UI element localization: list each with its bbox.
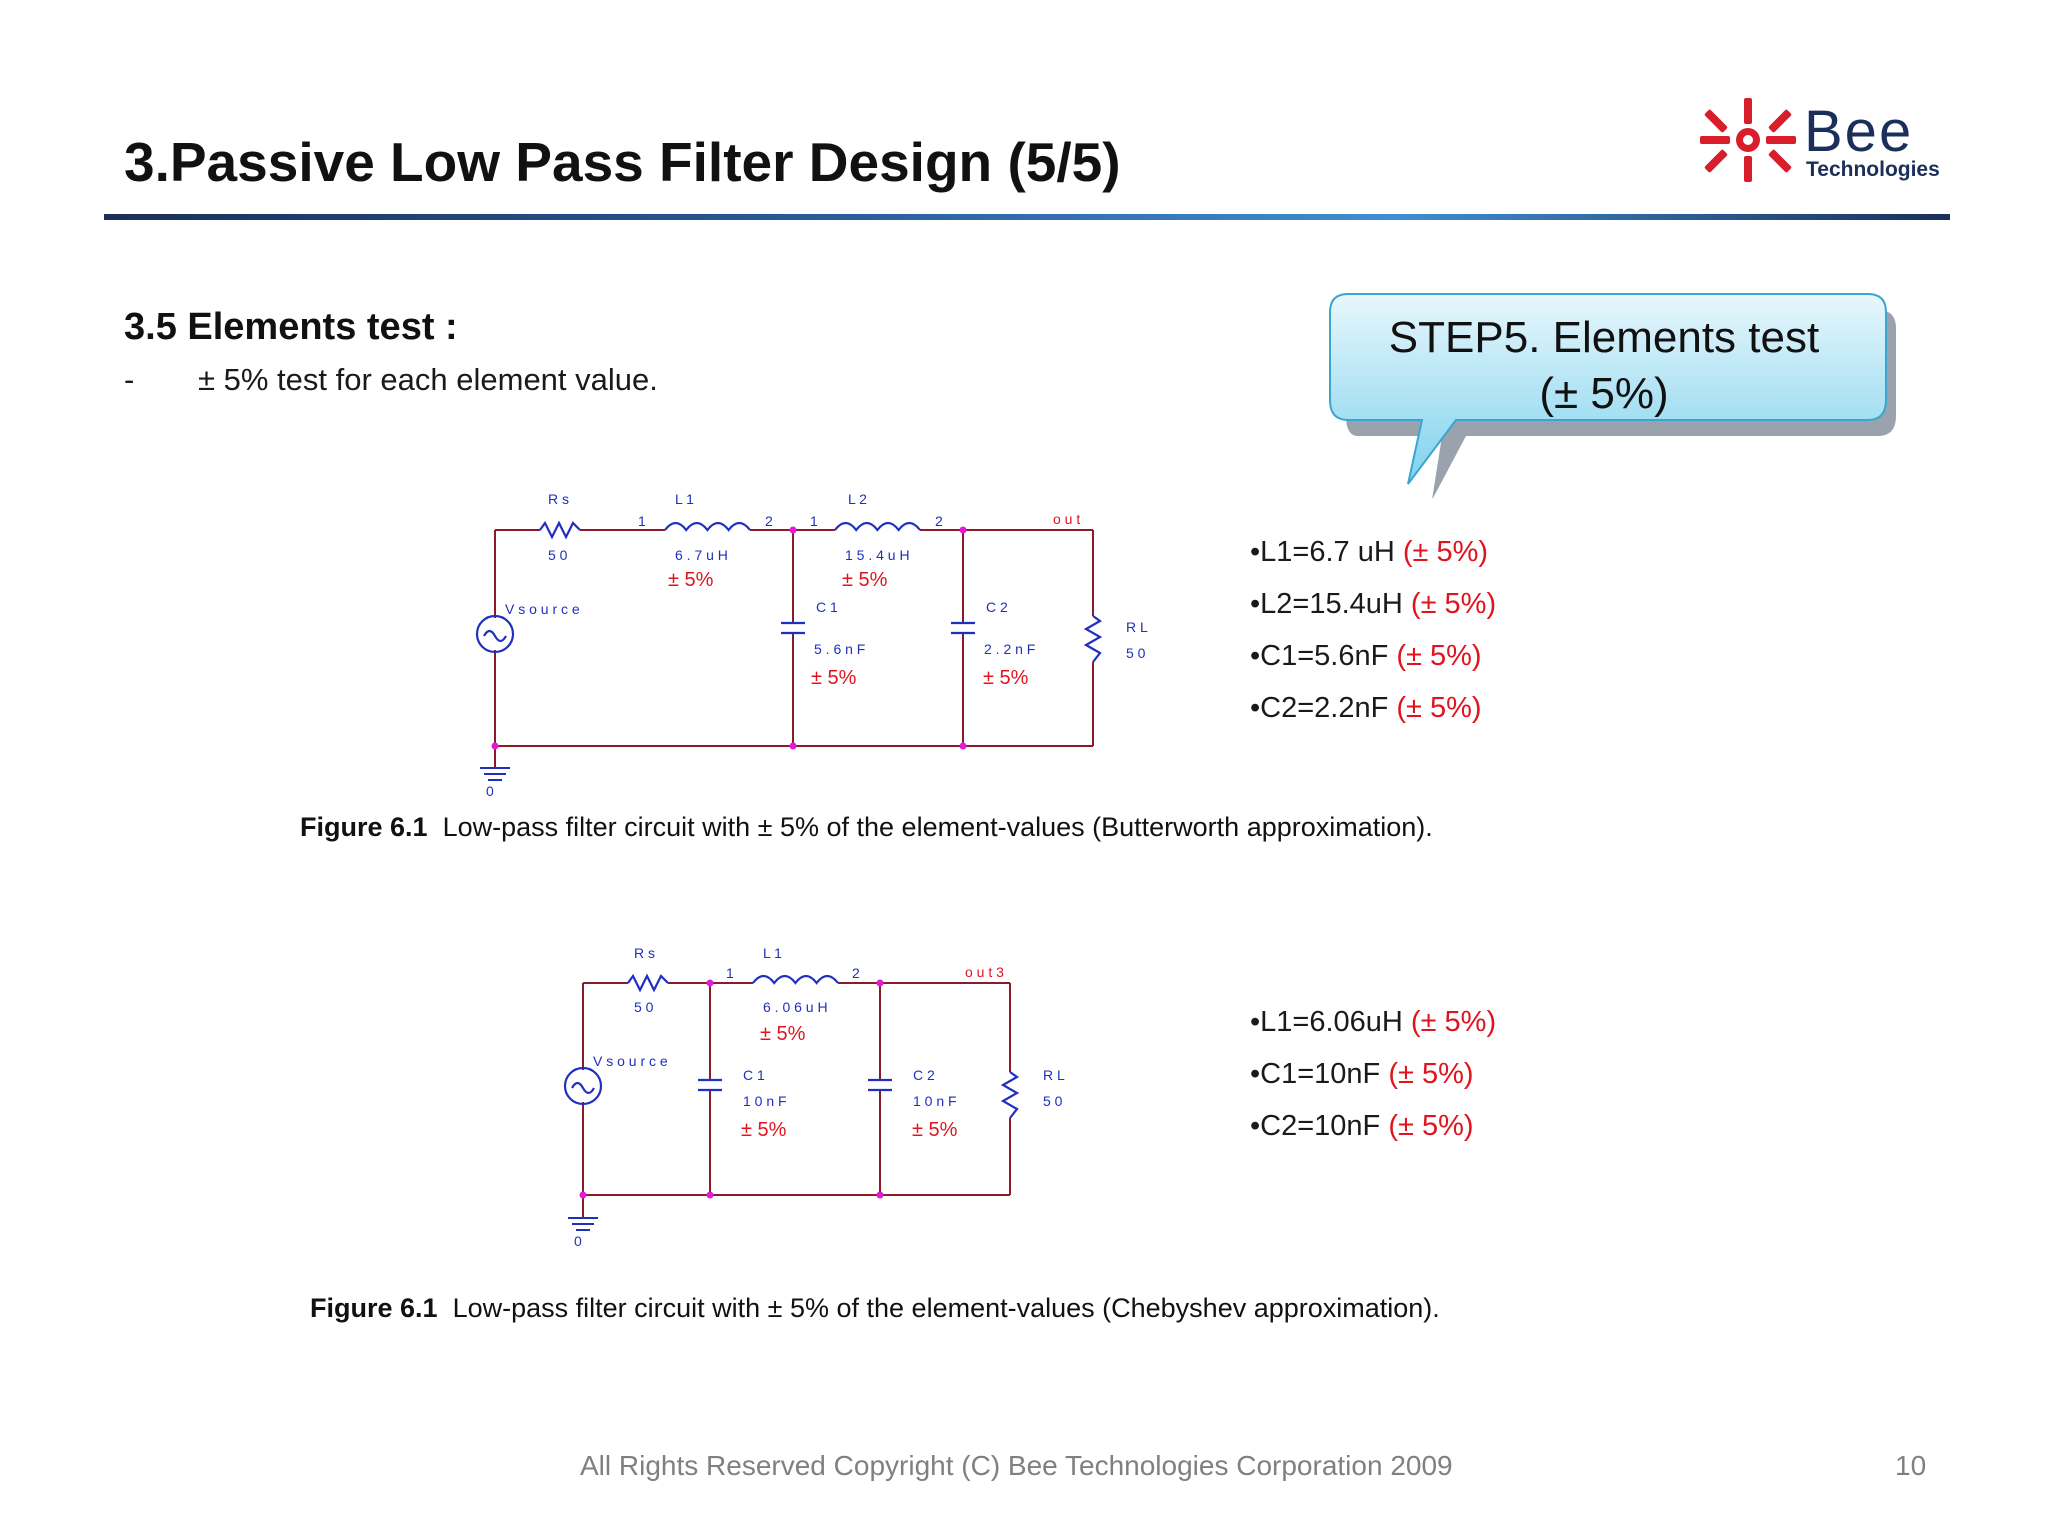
l2-pin-2: 2 — [935, 513, 943, 529]
l1-value: 6 . 0 6 u H — [763, 999, 828, 1015]
l1-inductor — [665, 523, 750, 530]
c2-value: 2 . 2 n F — [984, 641, 1036, 657]
l2-label: L 2 — [848, 491, 867, 507]
l1-tolerance: ± 5% — [668, 569, 714, 591]
rs-resistor — [628, 976, 668, 990]
rs-resistor — [540, 523, 580, 537]
rl-label: R L — [1043, 1067, 1065, 1083]
out-label: o u t — [1053, 511, 1081, 527]
c1-label: C 1 — [816, 599, 838, 615]
l2-value: 1 5 . 4 u H — [845, 547, 910, 563]
value-row: •C1=5.6nF (± 5%) — [1250, 640, 1482, 672]
value-row: •L1=6.06uH (± 5%) — [1250, 1006, 1497, 1038]
c2-capacitor — [868, 1080, 892, 1090]
l1-label: L 1 — [675, 491, 694, 507]
l1-pin-1: 1 — [638, 513, 646, 529]
l2-pin-1: 1 — [810, 513, 818, 529]
logo-subtitle: Technologies — [1806, 158, 1940, 181]
chebyshev-schematic — [480, 930, 1120, 1270]
page-title: 3.Passive Low Pass Filter Design (5/5) — [124, 131, 1121, 193]
rl-value: 5 0 — [1043, 1093, 1063, 1109]
logo-word: Bee — [1804, 99, 1914, 164]
ground-label: 0 — [486, 783, 494, 799]
c1-tolerance: ± 5% — [741, 1119, 787, 1141]
rl-label: R L — [1126, 619, 1148, 635]
bullet-dash: - — [124, 362, 135, 397]
value-row: •C2=2.2nF (± 5%) — [1250, 692, 1482, 724]
page-number: 10 — [1895, 1450, 1927, 1481]
circuit2-value-list — [1250, 1006, 1496, 1162]
c1-tolerance: ± 5% — [811, 667, 857, 689]
c2-label: C 2 — [913, 1067, 935, 1083]
circuit1-value-list — [1250, 536, 1496, 744]
c1-capacitor — [781, 623, 805, 633]
rl-resistor — [1086, 616, 1100, 662]
rl-resistor — [1003, 1072, 1017, 1118]
l1-pin-2: 2 — [852, 965, 860, 981]
butterworth-schematic — [400, 478, 1160, 818]
ground-symbol — [480, 746, 510, 780]
callout-text — [1334, 310, 1874, 422]
figure-caption-butterworth: Figure 6.1 Low-pass filter circuit with ± 5% of the element-values (Butterworth approximation). — [300, 812, 1433, 842]
l1-value: 6 . 7 u H — [675, 547, 728, 563]
title-divider — [104, 214, 1950, 220]
bee-technologies-logo — [1690, 96, 1950, 192]
l2-tolerance: ± 5% — [842, 569, 888, 591]
rs-label: R s — [634, 945, 655, 961]
value-row: •L2=15.4uH (± 5%) — [1250, 588, 1497, 620]
c2-tolerance: ± 5% — [983, 667, 1029, 689]
ground-label: 0 — [574, 1233, 582, 1249]
circuit-nodes — [580, 980, 884, 1199]
ground-symbol — [568, 1195, 598, 1230]
c2-capacitor — [951, 623, 975, 633]
callout-line-2: (± 5%) — [1539, 369, 1669, 418]
l1-label: L 1 — [763, 945, 782, 961]
c2-label: C 2 — [986, 599, 1008, 615]
vsource-label: V s o u r c e — [593, 1053, 668, 1069]
l1-pin-1: 1 — [726, 965, 734, 981]
c2-tolerance: ± 5% — [912, 1119, 958, 1141]
copyright-footer: All Rights Reserved Copyright (C) Bee Technologies Corporation 2009 — [580, 1450, 1453, 1481]
value-row: •L1=6.7 uH (± 5%) — [1250, 536, 1489, 568]
value-row: •C1=10nF (± 5%) — [1250, 1058, 1474, 1090]
c2-value: 1 0 n F — [913, 1093, 957, 1109]
out-label: o u t 3 — [965, 964, 1004, 980]
l1-tolerance: ± 5% — [760, 1023, 806, 1045]
c1-value: 5 . 6 n F — [814, 641, 866, 657]
l2-inductor — [835, 523, 920, 530]
vsource-label: V s o u r c e — [505, 601, 580, 617]
c1-value: 1 0 n F — [743, 1093, 787, 1109]
callout-line-1: STEP5. Elements test — [1388, 313, 1820, 362]
figure-caption-chebyshev: Figure 6.1 Low-pass filter circuit with ± 5% of the element-values (Chebyshev approximation). — [310, 1293, 1440, 1323]
value-row: •C2=10nF (± 5%) — [1250, 1110, 1474, 1142]
rl-value: 5 0 — [1126, 645, 1146, 661]
l1-inductor — [753, 976, 838, 983]
section-heading: 3.5 Elements test : — [124, 306, 458, 348]
c1-label: C 1 — [743, 1067, 765, 1083]
l1-pin-2: 2 — [765, 513, 773, 529]
c1-capacitor — [698, 1080, 722, 1090]
bullet-text: ± 5% test for each element value. — [198, 362, 658, 397]
rs-value: 5 0 — [634, 999, 654, 1015]
rs-label: R s — [548, 491, 569, 507]
rs-value: 5 0 — [548, 547, 568, 563]
